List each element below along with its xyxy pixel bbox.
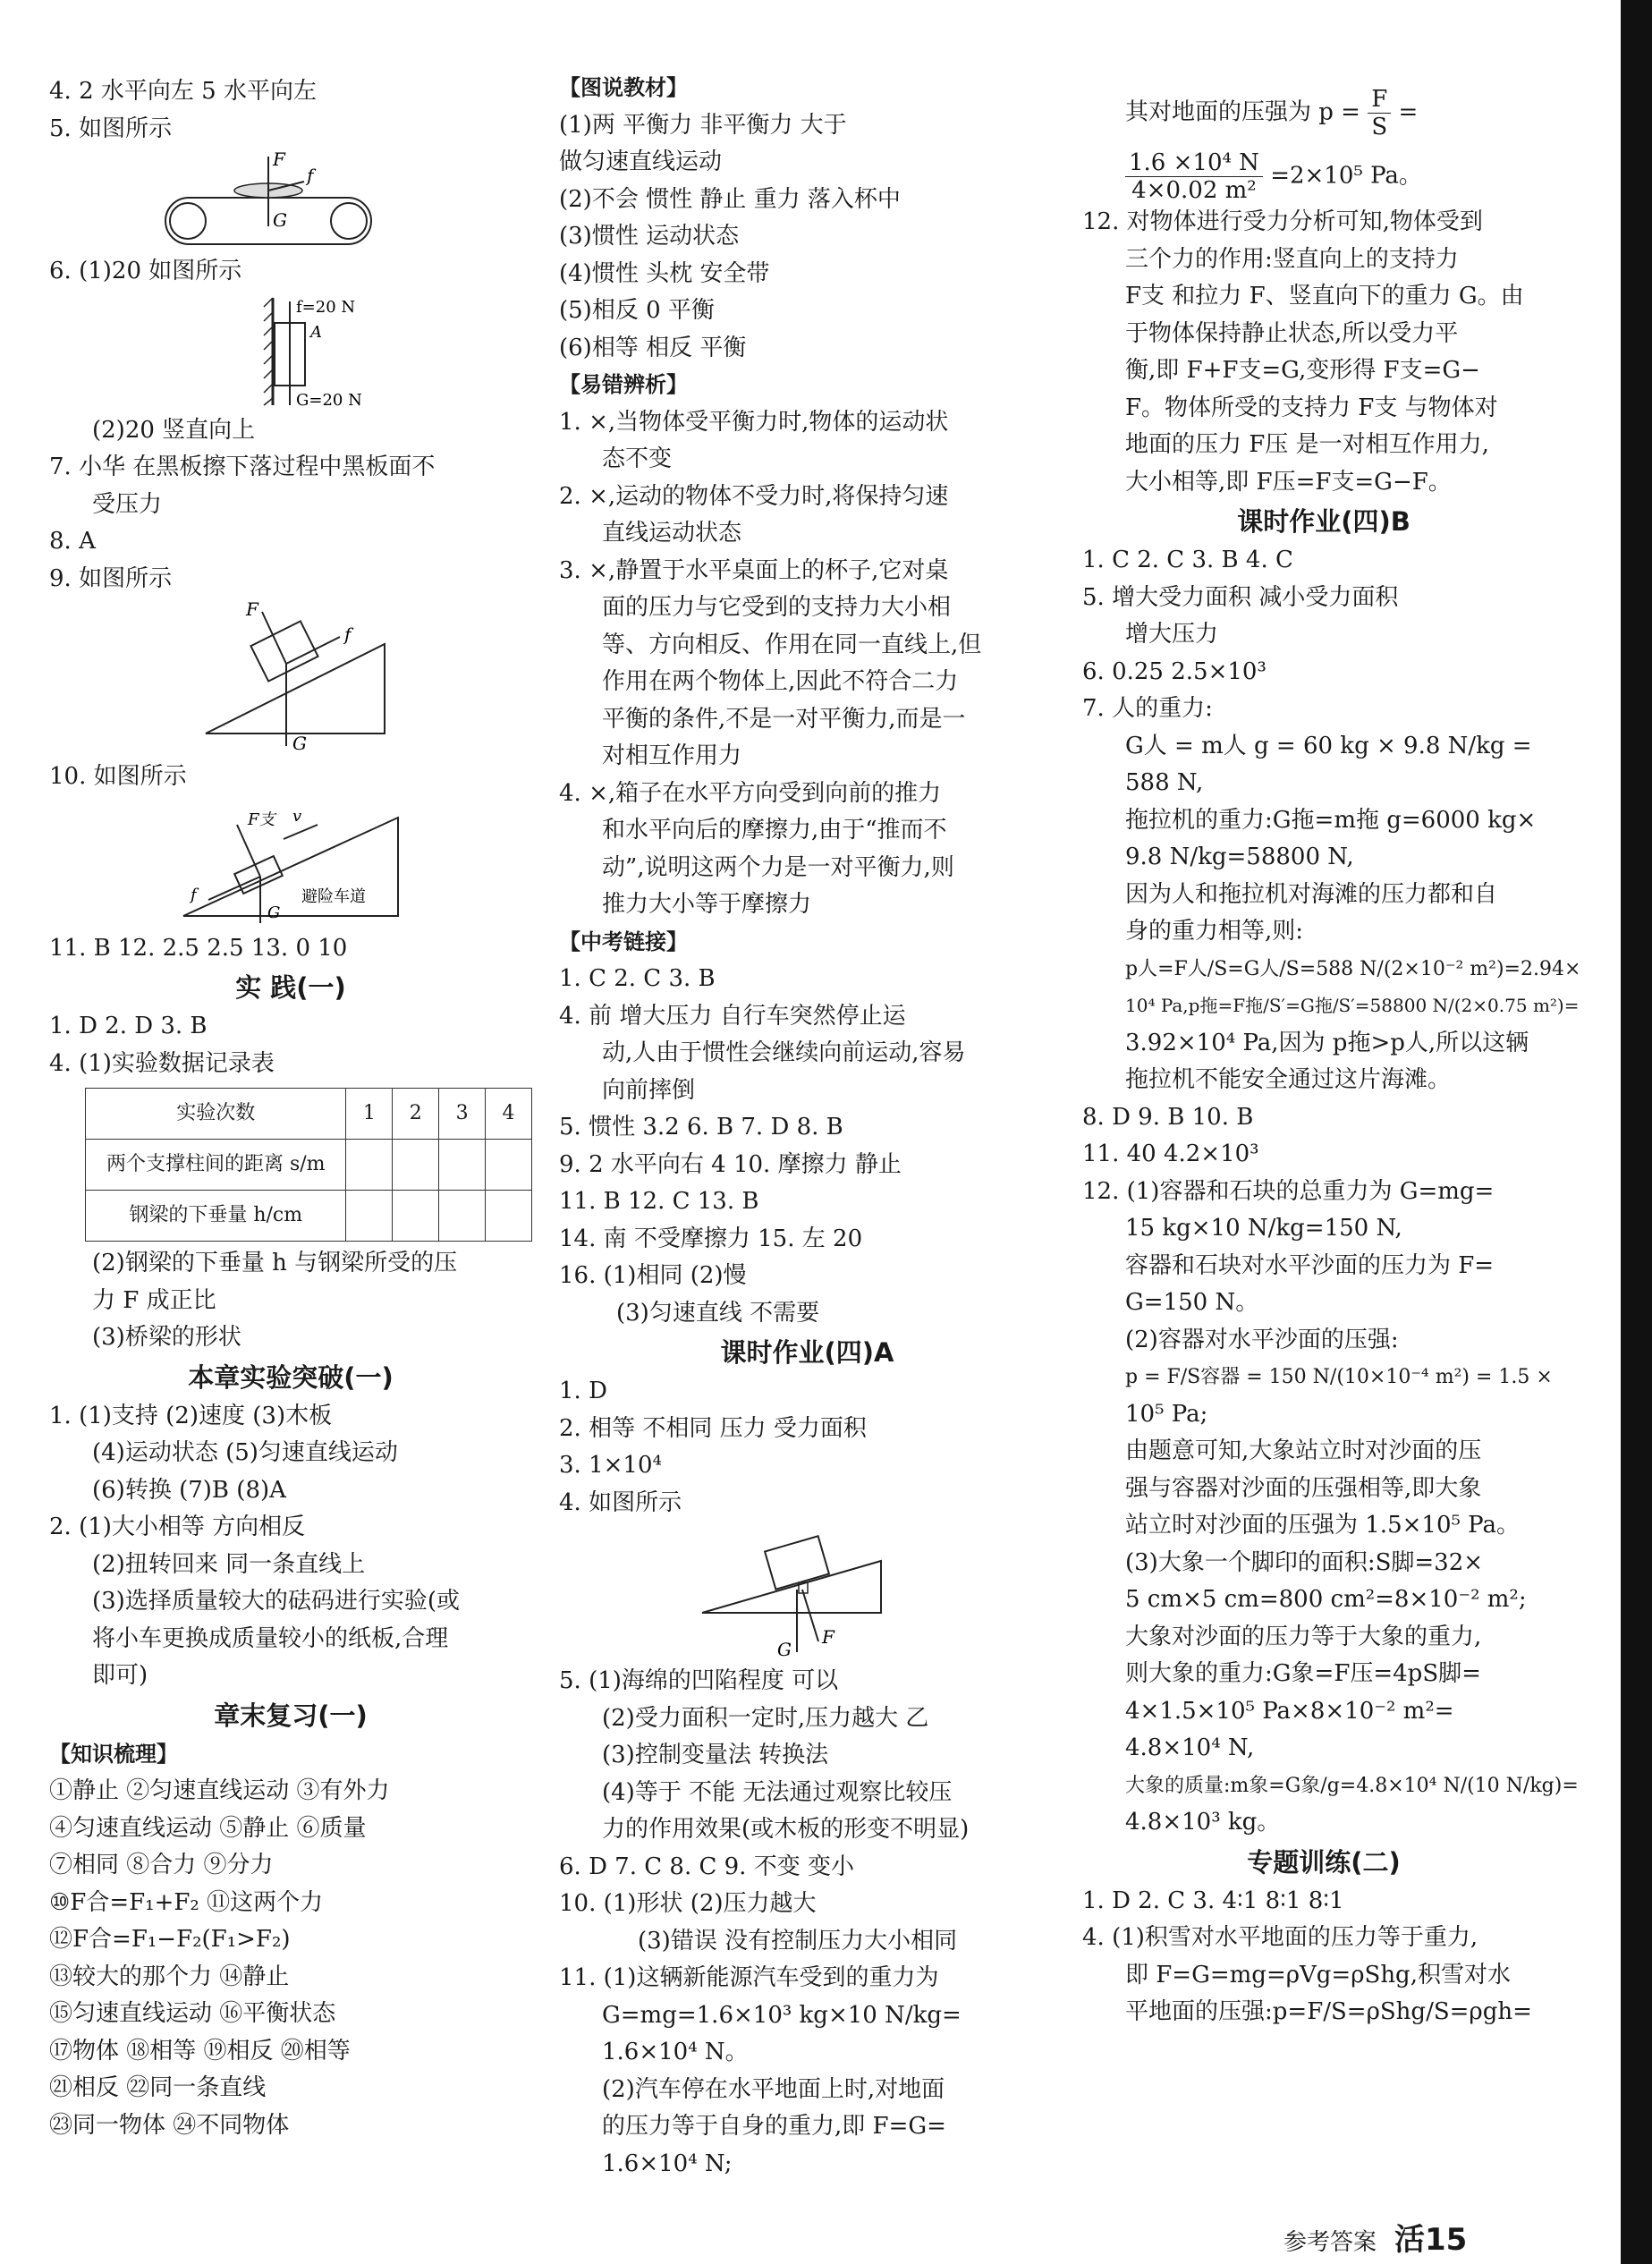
answer-line: 1. D 2. C 3. 4∶1 8∶1 8∶1 xyxy=(1082,1887,1344,1914)
answer-line: 大小相等,即 F压=F支=G−F。 xyxy=(1125,468,1452,496)
answer-line: 容器和石块对水平沙面的压力为 F= xyxy=(1125,1251,1495,1279)
answer-line: 身的重力相等,则: xyxy=(1125,918,1304,945)
force-label: F支 xyxy=(248,810,275,829)
force-label: F xyxy=(822,1626,834,1648)
answer-line: 1. (1)支持 (2)速度 (3)木板 xyxy=(49,1402,333,1429)
table-header-cell: 3 xyxy=(439,1089,486,1140)
force-label: f xyxy=(191,885,197,904)
answer-line: 4. 前 增大压力 自行车突然停止运 xyxy=(559,1002,906,1030)
answer-line: 14. 南 不受摩擦力 15. 左 20 xyxy=(559,1225,863,1252)
answer-line: (2)容器对水平沙面的压强: xyxy=(1125,1326,1399,1353)
force-label: G xyxy=(777,1639,792,1659)
answer-line: 1. D xyxy=(559,1378,607,1404)
answer-line: F。物体所受的支持力 F支 与物体对 xyxy=(1125,394,1498,421)
figure-9-incline xyxy=(49,601,479,755)
table-header-cell: 实验次数 xyxy=(86,1089,346,1140)
answer-line: 1. C 2. C 3. B xyxy=(559,965,716,992)
edge-bar xyxy=(1621,0,1652,2264)
answer-line: 面的压力与它受到的支持力大小相 xyxy=(602,594,952,621)
answer-line: (2)扭转回来 同一条直线上 xyxy=(92,1550,366,1578)
answer-line: 10. 如图所示 xyxy=(49,763,187,790)
answer-line: 11. B 12. C 13. B xyxy=(559,1188,759,1215)
force-label: G xyxy=(292,733,307,754)
velocity-label: v xyxy=(292,806,302,826)
answer-line: 等、方向相反、作用在同一直线上,但 xyxy=(602,631,982,658)
force-label: F xyxy=(246,601,258,620)
answer-line: ①静止 ②匀速直线运动 ③有外力 xyxy=(49,1777,390,1804)
answer-line: 9. 如图所示 xyxy=(49,564,173,592)
answer-line: 因为人和拖拉机对海滩的压力都和自 xyxy=(1125,880,1498,908)
answer-line: 对相互作用力 xyxy=(602,742,742,769)
force-label: f xyxy=(307,165,314,186)
subsection-label: 【图说教材】 xyxy=(559,75,688,100)
answer-line: 推力大小等于摩擦力 xyxy=(602,891,812,918)
figure-10-escape-ramp xyxy=(49,800,496,927)
column-left xyxy=(49,73,532,2144)
subsection-label: 【知识梳理】 xyxy=(49,1741,178,1767)
answer-line: 力的作用效果(或木板的形变不明显) xyxy=(602,1816,970,1843)
answer-line: 拖拉机不能安全通过这片海滩。 xyxy=(1125,1066,1452,1093)
answer-line: 受压力 xyxy=(92,490,163,518)
answer-line: p人=F人/S=G人/S=588 N/(2×10⁻² m²)=2.94× xyxy=(1125,957,1581,980)
answer-line: ⑮匀速直线运动 ⑯平衡状态 xyxy=(49,2000,336,2027)
force-label: G xyxy=(273,209,287,231)
answer-line: 3.92×10⁴ Pa,因为 p拖>p人,所以这辆 xyxy=(1125,1029,1529,1056)
answer-line: (2)20 竖直向上 xyxy=(92,416,256,444)
answer-line: 2. 相等 不相同 压力 受力面积 xyxy=(559,1414,867,1442)
answer-line: 平衡的条件,不是一对平衡力,而是一 xyxy=(602,705,966,733)
answer-line: 作用在两个物体上,因此不符合二力 xyxy=(602,668,959,695)
column-middle xyxy=(559,70,1055,2183)
answer-line: 的压力等于自身的重力,即 F=G= xyxy=(602,2113,946,2140)
answer-line: (4)惯性 头枕 安全带 xyxy=(559,259,770,287)
answer-line: 4×1.5×10⁵ Pa×8×10⁻² m²= xyxy=(1125,1697,1454,1725)
answer-line: (3)大象一个脚印的面积:S脚=32× xyxy=(1125,1548,1484,1576)
force-label: G xyxy=(267,903,281,922)
answer-line: (3)控制变量法 转换法 xyxy=(602,1742,829,1768)
answer-line: G=mg=1.6×10³ kg×10 N/kg= xyxy=(602,2001,962,2029)
answer-line: (6)相等 相反 平衡 xyxy=(559,334,747,361)
answer-line: 7. 小华 在黑板擦下落过程中黑板面不 xyxy=(49,454,436,480)
answer-line: 5. 惯性 3.2 6. B 7. D 8. B xyxy=(559,1114,843,1140)
answer-line: (3)匀速直线 不需要 xyxy=(616,1299,820,1327)
section-heading: 课时作业(四)B xyxy=(1237,506,1411,537)
section-heading: 章末复习(一) xyxy=(214,1700,368,1731)
answer-line: 5. (1)海绵的凹陷程度 可以 xyxy=(559,1667,839,1694)
answer-line: (4)运动状态 (5)匀速直线运动 xyxy=(92,1439,398,1466)
answer-line: 三个力的作用:竖直向上的支持力 xyxy=(1125,245,1459,273)
answer-line: ⑫F合=F₁−F₂(F₁>F₂) xyxy=(49,1926,291,1953)
answer-line: 4. 2 水平向左 5 水平向左 xyxy=(49,78,317,105)
answer-line: 4.8×10³ kg。 xyxy=(1125,1809,1281,1836)
force-label: G=20 N xyxy=(296,390,362,409)
answer-line: 12. (1)容器和石块的总重力为 G=mg= xyxy=(1082,1177,1495,1205)
answer-line: 强与容器对沙面的压强相等,即大象 xyxy=(1125,1474,1482,1502)
table-header-cell: 1 xyxy=(346,1089,393,1140)
figure-6-wall-block xyxy=(49,294,425,409)
answer-line: 5. 增大受力面积 减小受力面积 xyxy=(1082,583,1399,611)
answer-line: p = F/S容器 = 150 N/(10×10⁻⁴ m²) = 1.5 × xyxy=(1125,1366,1553,1388)
answer-line: 直线运动状态 xyxy=(602,520,742,547)
answer-line: 4. (1)积雪对水平地面的压力等于重力, xyxy=(1082,1924,1478,1951)
answer-line: 11. (1)这辆新能源汽车受到的重力为 xyxy=(559,1964,939,1991)
force-label: f=20 N xyxy=(296,297,356,317)
table-header-cell: 4 xyxy=(486,1089,532,1140)
answer-line: 地面的压力 F压 是一对相互作用力, xyxy=(1125,431,1489,458)
force-label: F xyxy=(273,151,285,170)
answer-line: 大象对沙面的压力等于大象的重力, xyxy=(1125,1623,1482,1650)
formula-text: = xyxy=(1398,98,1419,126)
answer-line: ⑬较大的那个力 ⑭静止 xyxy=(49,1963,290,1990)
answer-line: (1)两 平衡力 非平衡力 大于 xyxy=(559,111,847,139)
formula-line xyxy=(1082,149,1565,204)
ramp-label: 避险车道 xyxy=(301,886,366,906)
answer-line: 16. (1)相同 (2)慢 xyxy=(559,1262,747,1289)
column-right xyxy=(1082,86,1581,2031)
answer-line: 站立时对沙面的压强为 1.5×10⁵ Pa。 xyxy=(1125,1512,1520,1539)
answer-line: 1. D 2. D 3. B xyxy=(49,1013,208,1039)
answer-line: 拖拉机的重力:G拖=m拖 g=6000 kg× xyxy=(1125,806,1537,834)
answer-line: 6. D 7. C 8. C 9. 不变 变小 xyxy=(559,1853,854,1880)
answer-line: 9.8 N/kg=58800 N, xyxy=(1125,844,1354,870)
answer-line: 11. B 12. 2.5 2.5 13. 0 10 xyxy=(49,934,348,962)
answer-line: 6. (1)20 如图所示 xyxy=(49,258,242,284)
answer-line: 4. (1)实验数据记录表 xyxy=(49,1049,275,1077)
answer-line: 4. 如图所示 xyxy=(559,1488,682,1516)
answer-line: 1. C 2. C 3. B 4. C xyxy=(1082,547,1293,573)
answer-line: 8. A xyxy=(49,528,96,555)
answer-line: 3. 1×10⁴ xyxy=(559,1452,662,1479)
answer-line: 动,人由于惯性会继续向前运动,容易 xyxy=(602,1039,966,1066)
answer-line: ⑦相同 ⑧合力 ⑨分力 xyxy=(49,1852,274,1878)
answer-line: (2)汽车停在水平地面上时,对地面 xyxy=(602,2075,945,2103)
answer-line: (4)等于 不能 无法通过观察比较压 xyxy=(602,1778,953,1806)
table-row-label: 钢梁的下垂量 h/cm xyxy=(86,1191,346,1242)
formula-text: 其对地面的压强为 p = xyxy=(1125,98,1360,126)
answer-line: ④匀速直线运动 ⑤静止 ⑥质量 xyxy=(49,1814,367,1842)
block-label: A xyxy=(310,322,322,342)
answer-line: (3)选择质量较大的砝码进行实验(或 xyxy=(92,1588,460,1615)
answer-line: (3)桥梁的形状 xyxy=(92,1324,241,1351)
section-heading: 实 践(一) xyxy=(235,972,346,1003)
answer-line: 10. (1)形状 (2)压力越大 xyxy=(559,1890,817,1917)
table-row-label: 两个支撑柱间的距离 s/m xyxy=(86,1140,346,1191)
answer-line: 即可) xyxy=(92,1662,148,1689)
answer-line: 2. ×,运动的物体不受力时,将保持匀速 xyxy=(559,482,949,510)
figure-4-incline-pressure xyxy=(559,1525,1006,1659)
answer-line: 10⁴ Pa,p拖=F拖/S′=G拖/S′=58800 N/(2×0.75 m²)= xyxy=(1125,995,1580,1016)
footer-label: 参考答案 xyxy=(1283,2229,1377,2256)
answer-line: 8. D 9. B 10. B xyxy=(1082,1103,1254,1131)
fraction: $\frac{F}{S}$ xyxy=(1368,86,1391,140)
answer-line: 于物体保持静止状态,所以受力平 xyxy=(1125,319,1459,347)
answer-line: 由题意可知,大象站立时对沙面的压 xyxy=(1125,1437,1482,1464)
answer-line: 3. ×,静置于水平桌面上的杯子,它对桌 xyxy=(559,556,949,584)
subsection-label: 【中考链接】 xyxy=(559,928,688,954)
answer-line: 动”,说明这两个力是一对平衡力,则 xyxy=(602,853,954,881)
answer-line: 增大压力 xyxy=(1125,621,1219,648)
data-record-table xyxy=(85,1088,532,1242)
answer-line: F支 和拉力 F、竖直向下的重力 G。由 xyxy=(1125,283,1524,309)
subsection-label: 【易错辨析】 xyxy=(559,372,688,397)
section-heading: 专题训练(二) xyxy=(1247,1846,1401,1878)
answer-line: 11. 40 4.2×10³ xyxy=(1082,1140,1259,1167)
answer-line: 平地面的压强:p=F/S=ρShg/S=ρgh= xyxy=(1125,1998,1532,2025)
answer-line: 即 F=G=mg=ρVg=ρShg,积雪对水 xyxy=(1125,1961,1511,1988)
answer-line: 衡,即 F+F支=G,变形得 F支=G− xyxy=(1125,357,1480,384)
answer-line: 1.6×10⁴ N。 xyxy=(602,2039,749,2065)
answer-line: G=150 N。 xyxy=(1125,1289,1259,1316)
answer-line: 4. ×,箱子在水平方向受到向前的推力 xyxy=(559,779,942,807)
figure-5-conveyor xyxy=(49,151,425,250)
answer-line: 4.8×10⁴ N, xyxy=(1125,1734,1255,1761)
answer-line: 15 kg×10 N/kg=150 N, xyxy=(1125,1215,1402,1242)
page-footer xyxy=(1283,2215,1467,2259)
answer-line: (2)钢梁的下垂量 h 与钢梁所受的压 xyxy=(92,1250,458,1276)
answer-line: (3)错误 没有控制压力大小相同 xyxy=(638,1927,958,1955)
answer-line: ⑰物体 ⑱相等 ⑲相反 ⑳相等 xyxy=(49,2037,351,2065)
answer-line: 和水平向后的摩擦力,由于“推而不 xyxy=(602,817,947,844)
fraction: $\frac{\text{1.6 ×10⁴ N}}{\text{4×0.02 m²}}$ xyxy=(1125,149,1263,204)
answer-line: 将小车更换成质量较小的纸板,合理 xyxy=(92,1624,449,1652)
answer-line: 做匀速直线运动 xyxy=(559,148,723,175)
answer-line: (2)受力面积一定时,压力越大 乙 xyxy=(602,1704,929,1732)
answer-line: 5. 如图所示 xyxy=(49,114,173,142)
answer-line: 6. 0.25 2.5×10³ xyxy=(1082,657,1267,685)
answer-line: 大象的质量:m象=G象/g=4.8×10⁴ N/(10 N/kg)= xyxy=(1125,1774,1579,1797)
answer-line: 力 F 成正比 xyxy=(92,1286,216,1314)
page-number: 活15 xyxy=(1394,2222,1468,2258)
answer-line: 588 N, xyxy=(1125,769,1204,796)
answer-line: 向前摔倒 xyxy=(602,1076,696,1104)
formula-line xyxy=(1082,86,1565,140)
answer-line: (3)惯性 运动状态 xyxy=(559,223,740,250)
answer-line: ㉑相反 ㉒同一条直线 xyxy=(49,2074,267,2101)
answer-line: (2)不会 惯性 静止 重力 落入杯中 xyxy=(559,185,901,213)
answer-line: 10⁵ Pa; xyxy=(1125,1400,1208,1428)
formula-text: =2×10⁵ Pa。 xyxy=(1270,162,1422,190)
section-heading: 课时作业(四)A xyxy=(720,1337,894,1368)
answer-line: 7. 人的重力: xyxy=(1082,695,1213,722)
answer-line: 9. 2 水平向右 4 10. 摩擦力 静止 xyxy=(559,1150,902,1178)
answer-line: (6)转换 (7)B (8)A xyxy=(92,1476,286,1504)
answer-line: ⑩F合=F₁+F₂ ⑪这两个力 xyxy=(49,1888,324,1916)
answer-line: 12. 对物体进行受力分析可知,物体受到 xyxy=(1082,208,1483,235)
force-label: f xyxy=(344,623,352,645)
answer-line: G人 = m人 g = 60 kg × 9.8 N/kg = xyxy=(1125,732,1532,759)
answer-line: 5 cm×5 cm=800 cm²=8×10⁻² m²; xyxy=(1125,1586,1527,1613)
answer-line: ㉓同一物体 ㉔不同物体 xyxy=(49,2111,290,2139)
answer-line: 则大象的重力:G象=F压=4pS脚= xyxy=(1125,1660,1481,1687)
section-heading: 本章实验突破(一) xyxy=(188,1361,394,1393)
answer-line: 1. ×,当物体受平衡力时,物体的运动状 xyxy=(559,408,949,436)
answer-line: 态不变 xyxy=(602,445,673,472)
table-header-cell: 2 xyxy=(393,1089,439,1140)
answer-line: 1.6×10⁴ N; xyxy=(602,2150,733,2177)
answer-line: (5)相反 0 平衡 xyxy=(559,297,715,324)
answer-line: 2. (1)大小相等 方向相反 xyxy=(49,1514,306,1540)
